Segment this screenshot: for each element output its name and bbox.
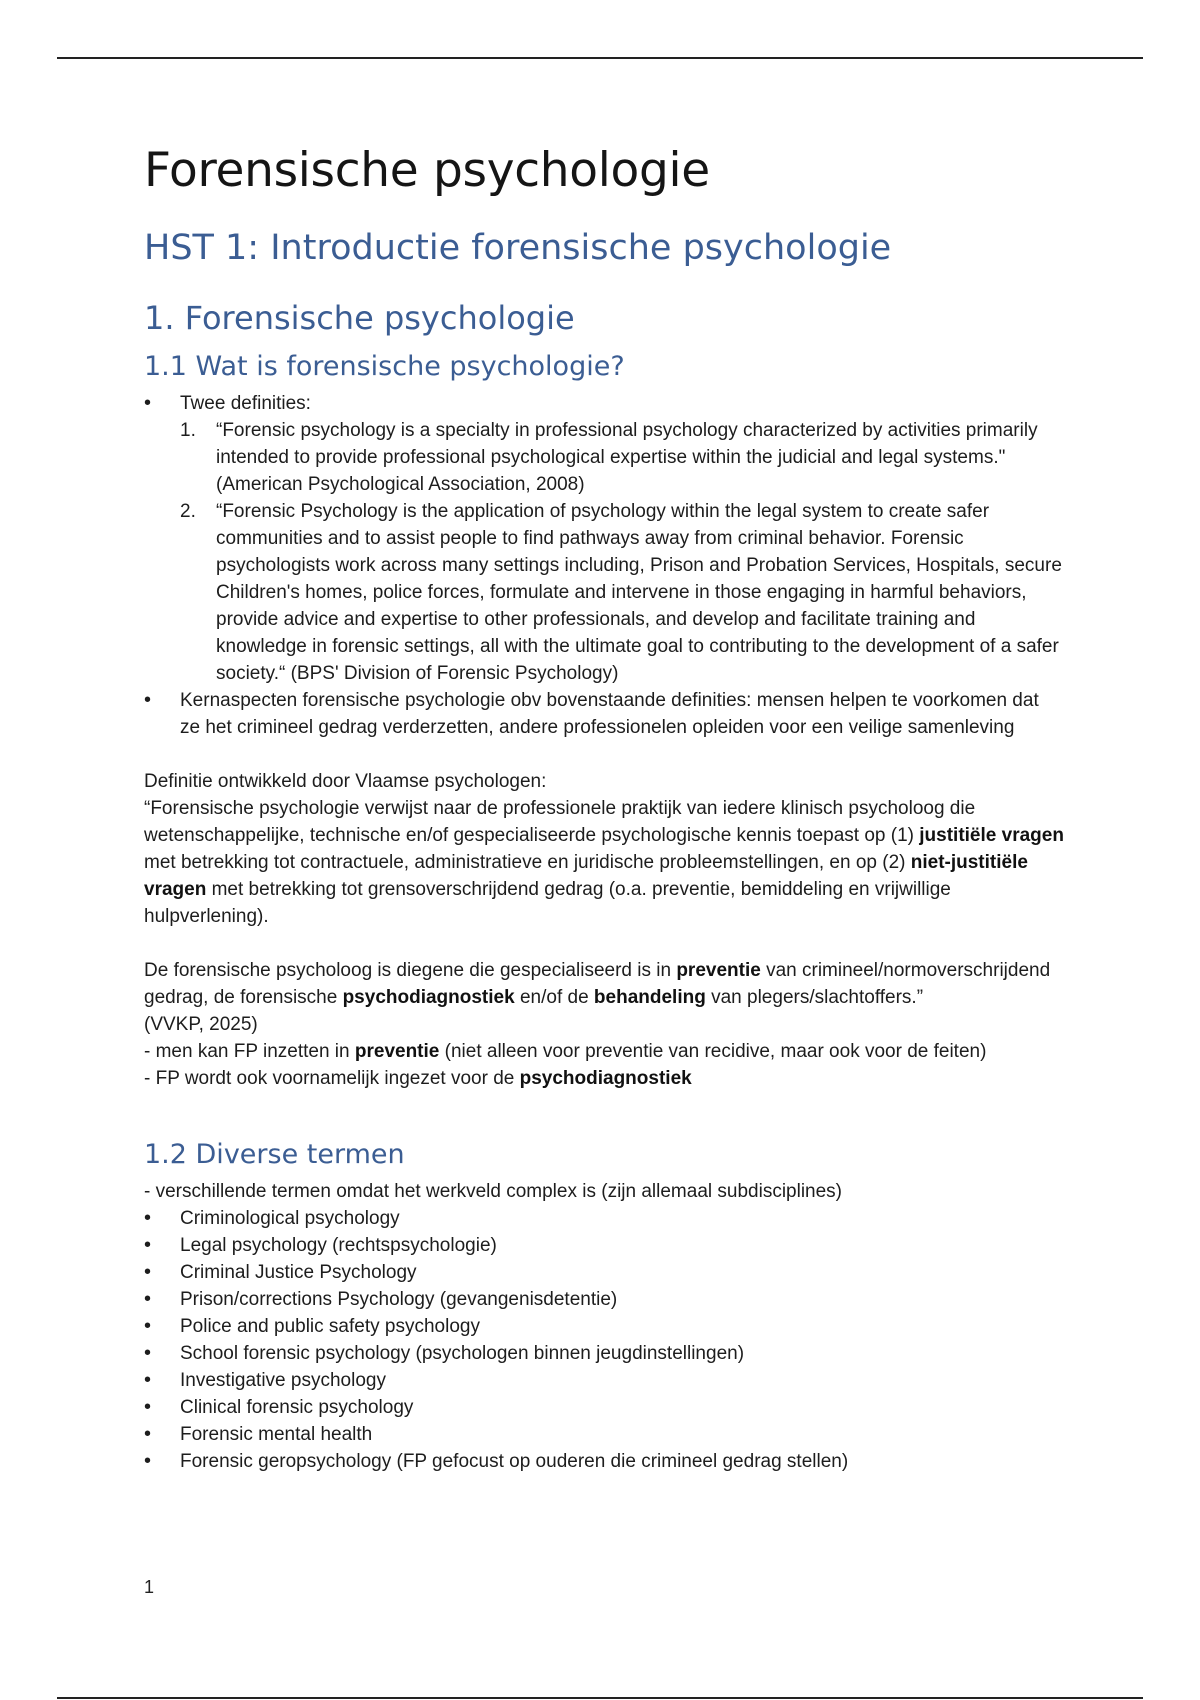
definition-text: “Forensic Psychology is the application of psychology within the legal system to create safer communities and to assist people to find pathways away from criminal behavior. Forensic psychologists work across many settings including, Prison and Probation Services, Hospitals, secure Children's homes, police forces, formulate and intervene in those engaging in harmful behaviors, provide advice and expertise to other professionals, and develop and facilitate training and knowledge in forensic settings, all with the ultimate goal to contributing to the development of a safer society.“ (BPS' Division of Forensic Psychology) [216, 501, 1062, 684]
list-item: • Investigative psychology [144, 1367, 1064, 1394]
emphasis: behandeling [593, 987, 706, 1008]
terms-list [144, 1205, 1064, 1475]
emphasis: preventie [676, 960, 761, 981]
paragraph: Definitie ontwikkeld door Vlaamse psychologen: [144, 771, 547, 792]
paragraph: De forensische psycholoog is diegene die gespecialiseerd is in preventie van crimineel/normoverschrijdend gedrag, de forensische psychodiagnostiek en/of de behandeling van plegers/slachtoffers.” [144, 960, 1051, 1008]
list-item: • School forensic psychology (psychologen binnen jeugdinstellingen) [144, 1340, 1064, 1367]
list-item-text: Twee definities: [180, 393, 311, 414]
list-number: 2. [180, 501, 196, 522]
page-content [144, 140, 1064, 1475]
numbered-list [180, 417, 1064, 687]
list-item: • Forensic mental health [144, 1421, 1064, 1448]
list-item [180, 417, 1064, 498]
footer-rule [57, 1697, 1143, 1699]
list-item [144, 390, 1064, 687]
source-citation: (VVKP, 2025) [144, 1014, 258, 1035]
list-item: • Forensic geropsychology (FP gefocust op ouderen die crimineel gedrag stellen) [144, 1448, 1064, 1475]
emphasis: niet-justitiële vragen [144, 852, 1028, 900]
note-line: - FP wordt ook voornamelijk ingezet voor de psychodiagnostiek [144, 1068, 692, 1089]
list-item [180, 498, 1064, 687]
subsection-heading-1-1: 1.1 Wat is forensische psychologie? [144, 351, 625, 382]
paragraph: - verschillende termen omdat het werkveld complex is (zijn allemaal subdisciplines) [144, 1181, 843, 1202]
subsection-body-1-1 [144, 390, 1064, 1092]
section-heading: 1. Forensische psychologie [144, 299, 575, 337]
header-rule [57, 57, 1143, 59]
list-item-text: Kernaspecten forensische psychologie obv bovenstaande definities: mensen helpen te voorkomen dat ze het crimineel gedrag verderzetten, andere professionelen opleiden voor een veilige samenleving [180, 690, 1039, 738]
page-number: 1 [144, 1577, 155, 1597]
emphasis: psychodiagnostiek [519, 1068, 692, 1089]
list-item: • Legal psychology (rechtspsychologie) [144, 1232, 1064, 1259]
list-item: • Criminological psychology [144, 1205, 1064, 1232]
subsection-heading-1-2: 1.2 Diverse termen [144, 1139, 405, 1170]
list-item: • Prison/corrections Psychology (gevangenisdetentie) [144, 1286, 1064, 1313]
bullet-list [144, 390, 1064, 741]
emphasis: preventie [354, 1041, 440, 1062]
list-item: • Criminal Justice Psychology [144, 1259, 1064, 1286]
definition-text: “Forensic psychology is a specialty in professional psychology characterized by activities primarily intended to provide professional psychological expertise within the judicial and legal systems." (American Psychological Association, 2008) [216, 420, 1038, 495]
emphasis: justitiële vragen [919, 825, 1064, 846]
document-title: Forensische psychologie [144, 143, 710, 198]
list-item: • Clinical forensic psychology [144, 1394, 1064, 1421]
paragraph: “Forensische psychologie verwijst naar de professionele praktijk van iedere klinisch psycholoog die wetenschappelijke, technische en/of gespecialiseerde psychologische kennis toepast op (1) justitiële vragen met betrekking tot contractuele, administratieve en juridische probleemstellingen, en op (2) niet-justitiële vragen met betrekking tot grensoverschrijdend gedrag (o.a. preventie, bemiddeling en vrijwillige hulpverlening). [144, 798, 1064, 927]
note-line: - men kan FP inzetten in preventie (niet alleen voor preventie van recidive, maar ook voor de feiten) [144, 1041, 987, 1062]
emphasis: psychodiagnostiek [342, 987, 515, 1008]
list-item [144, 687, 1064, 741]
chapter-heading: HST 1: Introductie forensische psychologie [144, 228, 892, 268]
list-number: 1. [180, 420, 196, 441]
subsection-body-1-2 [144, 1178, 1064, 1475]
list-item: • Police and public safety psychology [144, 1313, 1064, 1340]
